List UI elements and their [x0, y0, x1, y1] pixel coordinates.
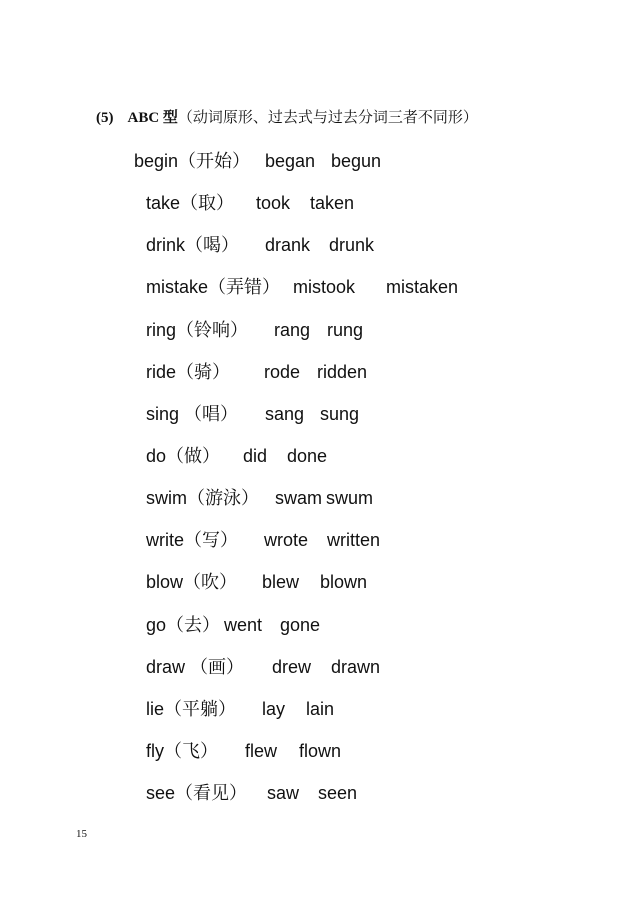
verb-participle: begun [331, 151, 382, 171]
verb-base: go（去） [146, 615, 221, 635]
verb-participle: gone [280, 615, 321, 635]
verb-participle: blown [320, 572, 368, 592]
verb-participle: done [287, 446, 328, 466]
verb-base: mistake（弄错） [146, 277, 281, 297]
verb-past: began [265, 151, 316, 171]
section-heading [96, 106, 478, 127]
verb-base: begin（开始） [134, 151, 251, 171]
verb-participle: ridden [317, 362, 368, 382]
verb-past: blew [262, 572, 300, 592]
verb-base: write（写） [146, 530, 239, 550]
verb-past: sang [265, 404, 305, 424]
verb-base: drink（喝） [146, 235, 240, 255]
verb-participle: sung [320, 404, 360, 424]
verb-past: did [243, 446, 268, 466]
verb-past: saw [267, 783, 300, 803]
verb-base: swim（游泳） [146, 488, 259, 508]
verb-row-ring [146, 315, 606, 345]
verb-participle: swum [326, 488, 374, 508]
verb-row-see [146, 778, 606, 808]
section-number: (5) [96, 110, 114, 126]
verb-row-ride [146, 357, 606, 387]
verb-base: see（看见） [146, 783, 248, 803]
verb-row-go [146, 610, 606, 640]
verb-base: do（做） [146, 446, 221, 466]
verb-base: ride（骑） [146, 362, 231, 382]
verb-participle: flown [299, 741, 342, 761]
page-number: 15 [76, 828, 87, 840]
section-label: ABC 型 [127, 110, 178, 126]
verb-past: flew [245, 741, 278, 761]
verb-past: drew [272, 657, 312, 677]
verb-past: rang [274, 320, 311, 340]
verb-participle: seen [318, 783, 358, 803]
verb-base: lie（平躺） [146, 699, 237, 719]
verb-participle: drawn [331, 657, 381, 677]
verb-participle: taken [310, 193, 355, 213]
verb-participle: rung [327, 320, 364, 340]
verb-base: ring（铃响） [146, 320, 249, 340]
verb-past: took [256, 193, 291, 213]
verb-participle: drunk [329, 235, 375, 255]
verb-row-blow [146, 567, 606, 597]
verb-past: rode [264, 362, 301, 382]
verb-participle: written [327, 530, 381, 550]
verb-past: drank [265, 235, 311, 255]
verb-row-sing [146, 399, 606, 429]
verb-past: wrote [264, 530, 309, 550]
verb-row-begin [134, 146, 594, 176]
verb-row-write [146, 525, 606, 555]
verb-past: mistook [293, 277, 356, 297]
verb-past: swam [275, 488, 323, 508]
verb-base: draw （画） [146, 657, 245, 677]
verb-row-drink [146, 230, 606, 260]
verb-row-draw [146, 652, 606, 682]
verb-base: blow（吹） [146, 572, 238, 592]
section-description: （动词原形、过去式与过去分词三者不同形） [177, 110, 478, 126]
verb-base: take（取） [146, 193, 235, 213]
verb-row-mistake [146, 272, 606, 302]
verb-past: lay [262, 699, 286, 719]
verb-participle: mistaken [386, 277, 459, 297]
verb-row-do [146, 441, 606, 471]
verb-row-swim [146, 483, 606, 513]
verb-base: fly（飞） [146, 741, 218, 761]
verb-base: sing （唱） [146, 404, 239, 424]
verb-row-take [146, 188, 606, 218]
verb-past: went [224, 615, 263, 635]
verb-participle: lain [306, 699, 335, 719]
verb-row-lie [146, 694, 606, 724]
verb-row-fly [146, 736, 606, 766]
